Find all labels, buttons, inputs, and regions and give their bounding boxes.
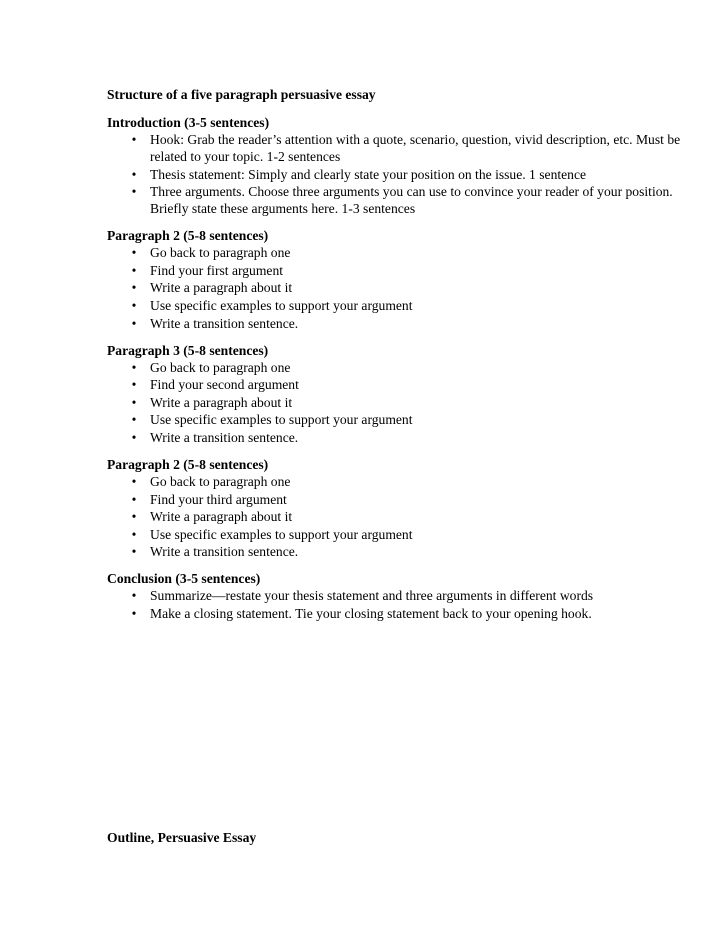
- bullet-icon: •: [131, 491, 137, 507]
- list-item-text: Summarize—restate your thesis statement and three arguments in different words: [150, 588, 594, 604]
- list-item-text: Write a transition sentence.: [150, 544, 299, 560]
- list-item: [107, 394, 707, 411]
- list-item-text: Write a paragraph about it: [150, 509, 293, 525]
- bullet-icon: •: [131, 184, 137, 200]
- section-heading: Paragraph 2 (5-8 sentences): [107, 228, 269, 244]
- bullet-icon: •: [131, 526, 137, 542]
- bullet-icon: •: [131, 605, 137, 621]
- list-item: [107, 262, 707, 279]
- list-item: [107, 166, 707, 183]
- bullet-list: [107, 473, 707, 560]
- list-item: [107, 491, 707, 508]
- section-paragraph-4: [107, 456, 707, 560]
- document-title: Structure of a five paragraph persuasive essay: [107, 87, 376, 102]
- list-item-text: Write a paragraph about it: [150, 394, 293, 410]
- bullet-icon: •: [131, 132, 137, 147]
- list-item: [107, 183, 707, 217]
- section-paragraph-2: [107, 227, 707, 331]
- list-item: [107, 244, 707, 261]
- list-item: [107, 508, 707, 525]
- list-item-text: Make a closing statement. Tie your closing statement back to your opening hook.: [150, 605, 592, 621]
- bullet-list: [107, 587, 707, 622]
- list-item: [107, 359, 707, 376]
- bullet-icon: •: [131, 412, 137, 428]
- list-item: [107, 297, 707, 314]
- section-heading: Paragraph 3 (5-8 sentences): [107, 342, 269, 358]
- bullet-icon: •: [131, 473, 137, 489]
- list-item-text: Go back to paragraph one: [150, 245, 291, 261]
- bullet-icon: •: [131, 262, 137, 278]
- list-item-text: Find your first argument: [150, 262, 284, 278]
- list-item-text: Find your third argument: [150, 491, 287, 507]
- bullet-icon: •: [131, 297, 137, 313]
- bullet-icon: •: [131, 394, 137, 410]
- bullet-list: [107, 131, 707, 217]
- list-item: [107, 587, 707, 604]
- bullet-list: [107, 359, 707, 446]
- list-item: [107, 526, 707, 543]
- list-item-text: Go back to paragraph one: [150, 473, 291, 489]
- list-item-text: Use specific examples to support your argument: [150, 297, 413, 313]
- outline-title: Outline, Persuasive Essay: [107, 830, 257, 845]
- list-item: [107, 376, 707, 393]
- list-item: [107, 315, 707, 332]
- list-item-text: Find your second argument: [150, 377, 299, 393]
- list-item: [107, 473, 707, 490]
- bullet-icon: •: [131, 509, 137, 525]
- bullet-icon: •: [131, 359, 137, 375]
- bullet-list: [107, 244, 707, 331]
- bullet-icon: •: [131, 544, 137, 560]
- list-item-text: Use specific examples to support your argument: [150, 412, 413, 428]
- list-item-text: Thesis statement: Simply and clearly state your position on the issue. 1 sentence: [150, 166, 587, 182]
- list-item: [107, 543, 707, 560]
- bullet-icon: •: [131, 377, 137, 393]
- list-item-text: Go back to paragraph one: [150, 359, 291, 375]
- bullet-icon: •: [131, 166, 137, 182]
- bullet-icon: •: [131, 245, 137, 261]
- list-item-text: Use specific examples to support your argument: [150, 526, 413, 542]
- section-heading: Paragraph 2 (5-8 sentences): [107, 456, 269, 472]
- section-heading: Introduction (3-5 sentences): [107, 115, 270, 130]
- bullet-icon: •: [131, 588, 137, 604]
- list-item-text: Write a paragraph about it: [150, 280, 293, 296]
- bullet-icon: •: [131, 315, 137, 331]
- bullet-icon: •: [131, 429, 137, 445]
- list-item: [107, 429, 707, 446]
- list-item: [107, 279, 707, 296]
- list-item-text: Write a transition sentence.: [150, 429, 299, 445]
- list-item: [107, 411, 707, 428]
- list-item-text: Hook: Grab the reader’s attention with a quote, scenario, question, vivid description, etc. Must be related to your topic. 1-2 sentences: [150, 132, 681, 164]
- section-conclusion: [107, 570, 707, 622]
- section-introduction: [107, 114, 707, 217]
- list-item: [107, 131, 707, 165]
- section-heading: Conclusion (3-5 sentences): [107, 571, 261, 587]
- list-item: [107, 605, 707, 622]
- section-paragraph-3: [107, 342, 707, 446]
- list-item-text: Three arguments. Choose three arguments you can use to convince your reader of your position. Briefly state these arguments here. 1-3 sentences: [150, 184, 673, 217]
- bullet-icon: •: [131, 280, 137, 296]
- list-item-text: Write a transition sentence.: [150, 315, 299, 331]
- document-page: [107, 86, 707, 632]
